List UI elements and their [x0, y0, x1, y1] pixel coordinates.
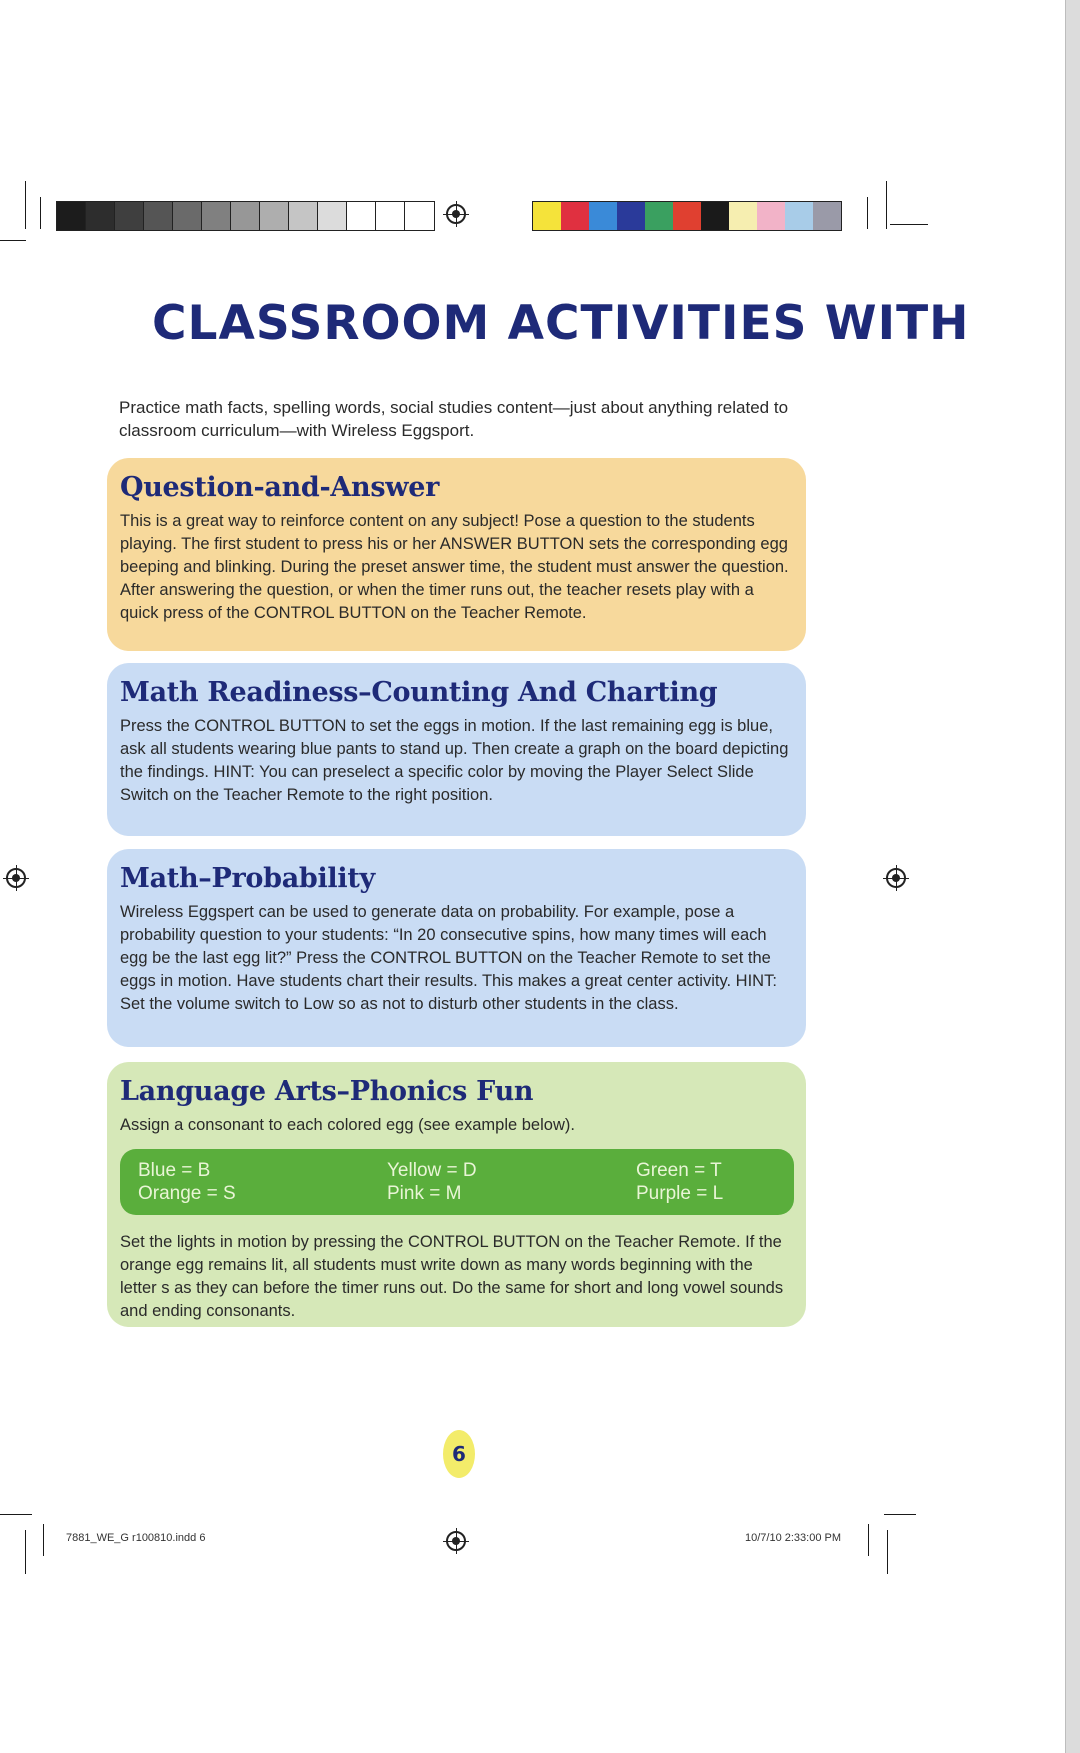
crop-mark	[25, 1530, 26, 1574]
gray-swatch	[57, 202, 86, 230]
crop-mark	[25, 181, 26, 229]
gray-swatch	[144, 202, 173, 230]
section-body: Press the CONTROL BUTTON to set the eggs in motion. If the last remaining egg is blue, ask all students wearing blue pants to stand up. Then create a graph on the board depicting the findings. HINT: You can preselect a specific color by moving the Player Select Slide Switch on the Teacher Remote to the right position.	[120, 717, 789, 804]
color-calibration-bar	[532, 201, 842, 231]
gray-swatch	[115, 202, 144, 230]
color-swatch	[673, 202, 701, 230]
registration-mark-icon	[446, 1531, 466, 1551]
crop-mark	[43, 1524, 44, 1556]
section-heading: Question-and-Answer	[120, 472, 440, 503]
gray-swatch	[376, 202, 405, 230]
crop-mark	[0, 240, 26, 241]
gray-swatch	[260, 202, 289, 230]
crop-mark	[887, 1530, 888, 1574]
consonant-yellow: Yellow = D	[387, 1160, 477, 1181]
section-question-answer	[107, 458, 806, 651]
gray-swatch	[405, 202, 434, 230]
crop-mark	[868, 1524, 869, 1556]
gray-swatch	[173, 202, 202, 230]
crop-mark	[890, 224, 928, 225]
color-swatch	[589, 202, 617, 230]
section-math-probability	[107, 849, 806, 1047]
color-swatch	[533, 202, 561, 230]
consonant-legend	[120, 1149, 794, 1215]
section-language-arts	[107, 1062, 806, 1327]
gray-swatch	[202, 202, 231, 230]
section-body: Wireless Eggspert can be used to generate data on probability. For example, pose a probability question to your students: “In 20 consecutive spins, how many times will each egg be the last egg lit?” Press the CONTROL BUTTON on the Teacher Remote to set the eggs in motion. Have students chart their results. This makes a great center activity. HINT: Set the volume switch to Low so as not to disturb other students in the class.	[120, 903, 777, 1013]
section-math-readiness	[107, 663, 806, 836]
timestamp-slug: 10/7/10 2:33:00 PM	[745, 1532, 842, 1544]
consonant-blue: Blue = B	[138, 1160, 211, 1181]
intro-text: Practice math facts, spelling words, social studies content—just about anything related to classroom curriculum—with Wireless Eggsport.	[119, 398, 789, 440]
grayscale-calibration-bar	[56, 201, 435, 231]
section-body: Set the lights in motion by pressing the CONTROL BUTTON on the Teacher Remote. If the orange egg remains lit, all students must write down as many words beginning with the letter s as they can before the timer runs out. Do the same for short and long vowel sounds and ending consonants.	[120, 1233, 784, 1320]
color-swatch	[617, 202, 645, 230]
color-swatch	[729, 202, 757, 230]
crop-mark	[884, 1514, 916, 1515]
crop-mark	[867, 197, 868, 229]
gray-swatch	[318, 202, 347, 230]
file-slug: 7881_WE_G r100810.indd 6	[66, 1532, 206, 1544]
color-swatch	[757, 202, 785, 230]
gray-swatch	[289, 202, 318, 230]
section-body: This is a great way to reinforce content on any subject! Pose a question to the students playing. The first student to press his or her ANSWER BUTTON sets the corresponding egg beeping and blinking. During the preset answer time, the student must answer the question. After answering the question, or when the timer runs out, the teacher resets play with a quick press of the CONTROL BUTTON on the Teacher Remote.	[120, 512, 789, 622]
gray-swatch	[347, 202, 376, 230]
crop-mark	[886, 181, 887, 229]
consonant-orange: Orange = S	[138, 1183, 236, 1204]
consonant-purple: Purple = L	[636, 1183, 724, 1204]
section-heading: Math–Probability	[120, 863, 375, 894]
section-heading: Math Readiness–Counting And Charting	[120, 677, 718, 708]
page-title: CLASSROOM ACTIVITIES WITH	[152, 296, 970, 351]
crop-mark	[40, 197, 41, 229]
registration-mark-icon	[446, 204, 466, 224]
color-swatch	[813, 202, 841, 230]
page-edge	[1066, 0, 1080, 1753]
gray-swatch	[86, 202, 115, 230]
page-number-badge: 6	[443, 1430, 475, 1478]
crop-mark	[0, 1514, 32, 1515]
registration-mark-icon	[6, 868, 26, 888]
consonant-pink: Pink = M	[387, 1183, 462, 1204]
color-swatch	[645, 202, 673, 230]
page-edge-line	[1065, 0, 1066, 1753]
consonant-green: Green = T	[636, 1160, 722, 1181]
color-swatch	[701, 202, 729, 230]
gray-swatch	[231, 202, 260, 230]
assign-text: Assign a consonant to each colored egg (see example below).	[120, 1116, 575, 1134]
registration-mark-icon	[886, 868, 906, 888]
color-swatch	[785, 202, 813, 230]
color-swatch	[561, 202, 589, 230]
section-heading: Language Arts–Phonics Fun	[120, 1076, 534, 1107]
